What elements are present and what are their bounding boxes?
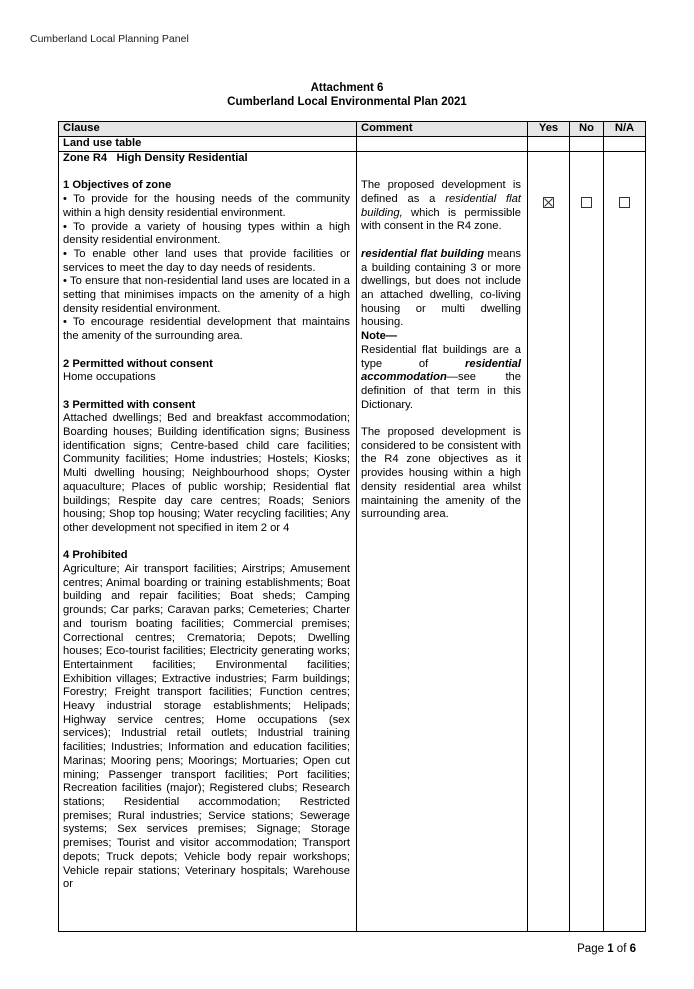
- no-cell: [570, 152, 604, 932]
- comment-paragraph-dictionary: [361, 248, 521, 330]
- objectives-heading: 1 Objectives of zone: [63, 179, 172, 192]
- comment-term: residential flat building,: [361, 193, 521, 219]
- comment-cell: [357, 152, 528, 932]
- page-of-label: of: [613, 943, 630, 955]
- header-na: N/A: [604, 122, 646, 137]
- comment-text: The proposed development is defined as a: [361, 179, 521, 206]
- permitted-with-heading: 3 Permitted with consent: [63, 398, 196, 411]
- comment-paragraph-definition: [361, 179, 521, 234]
- empty-cell: [528, 137, 570, 152]
- yes-checkbox-checked-icon[interactable]: [543, 197, 554, 208]
- page-number: 1: [607, 943, 614, 955]
- note-text: [361, 344, 521, 413]
- header-no: No: [570, 122, 604, 137]
- empty-cell: [570, 137, 604, 152]
- page-total: 6: [629, 943, 636, 955]
- objective-item: • To ensure that non-residential land uses are located in a setting that minimises impacts on the amenity of a high density residential environment.: [63, 275, 350, 315]
- permitted-without-text: Home occupations: [63, 371, 156, 384]
- objective-item: • To provide for the housing needs of the community within a high density residential environment.: [63, 193, 350, 219]
- yes-cell: [528, 152, 570, 932]
- zone-heading: Zone R4 High Density Residential: [63, 152, 248, 164]
- na-cell: [604, 152, 646, 932]
- subheading-row: [59, 137, 646, 152]
- objective-item: • To encourage residential development that maintains the amenity of the surrounding area.: [63, 316, 350, 343]
- document-title: [0, 81, 694, 109]
- empty-cell: [604, 137, 646, 152]
- no-checkbox-icon[interactable]: [581, 197, 592, 208]
- prohibited-heading: 4 Prohibited: [63, 549, 128, 562]
- note-heading: Note—: [361, 330, 398, 343]
- header-comment: Comment: [357, 122, 528, 137]
- note-text-part: —see the definition of that term in this Dictionary.: [361, 371, 521, 411]
- header-yes: Yes: [528, 122, 570, 137]
- permitted-without-heading: 2 Permitted without consent: [63, 357, 213, 370]
- note-text-part: Residential flat buildings are a type of: [361, 343, 521, 370]
- running-header: Cumberland Local Planning Panel: [30, 33, 189, 45]
- header-clause: Clause: [59, 122, 357, 137]
- empty-cell: [357, 137, 528, 152]
- permitted-with-text: Attached dwellings; Bed and breakfast accommodation; Boarding houses; Building identification signs; Business identification signs; Centre-based child care facilities; Community facilities; Home industries; Hostels; Kiosks; Multi dwelling housing; Neighbourhood shops; Oyster aquaculture; Places of public worship; Residential flat buildings; Respite day care centres; Roads; Seniors housing; Shop top housing; Water recycling facilities; Any other development not specified in item 2 or 4: [63, 412, 350, 534]
- table-header-row: [59, 122, 646, 137]
- attachment-label: Attachment 6: [310, 82, 384, 94]
- prohibited-text: Agriculture; Air transport facilities; Airstrips; Amusement centres; Animal boarding or training establishments; Boat building and repair facilities; Boat sheds; Camping grounds; Car parks; Caravan parks; Cemeteries; Charter and tourism boating facilities; Commercial premises; Correctional centres; Crematoria; Depots; Dwelling houses; Eco-tourist facilities; Electricity generating works; Entertainment facilities; Environmental facilities; Exhibition villages; Extractive industries; Farm buildings; Forestry; Freight transport facilities; Function centres; Heavy industrial storage establishments; Helipads; Highway service centres; Home occupations (sex services); Industrial retail outlets; Industrial training facilities; Industries; Information and education facilities; Marinas; Mooring pens; Moorings; Mortuaries; Open cut mining; Passenger transport facilities; Port facilities; Recreation facilities (major); Registered clubs; Research stations; Residential accommodation; Restricted premises; Rural industries; Service stations; Sewerage systems; Sex services premises; Signage; Storage premises; Tourist and visitor accommodation; Transport depots; Truck depots; Vehicle body repair workshops; Vehicle repair stations; Veterinary hospitals; Warehouse or: [63, 563, 350, 891]
- objective-item: • To enable other land uses that provide facilities or services to meet the day to day needs of residents.: [63, 247, 350, 274]
- defined-term: residential flat building: [361, 247, 485, 260]
- na-checkbox-icon[interactable]: [619, 197, 630, 208]
- definition-text: means a building containing 3 or more dwellings, but does not include an attached dwelling, co-living housing or multi dwelling housing.: [361, 247, 522, 329]
- objective-item: • To provide a variety of housing types within a high density residential environment.: [63, 220, 350, 247]
- land-use-table-label: Land use table: [59, 137, 357, 152]
- comment-paragraph-consistency: The proposed development is considered to be consistent with the R4 zone objectives as it provides housing within a high density residential area whilst maintaining the amenity of the surrounding area.: [361, 426, 521, 521]
- clause-cell: [59, 152, 357, 932]
- table-row: [59, 152, 646, 932]
- clause-table: [58, 121, 646, 932]
- page-footer: [577, 943, 636, 955]
- plan-title: Cumberland Local Environmental Plan 2021: [227, 96, 467, 108]
- note-term: residential accommodation: [361, 357, 521, 384]
- comment-text: which is permissible with consent in the R4 zone.: [361, 206, 521, 233]
- page-label: Page: [577, 943, 608, 955]
